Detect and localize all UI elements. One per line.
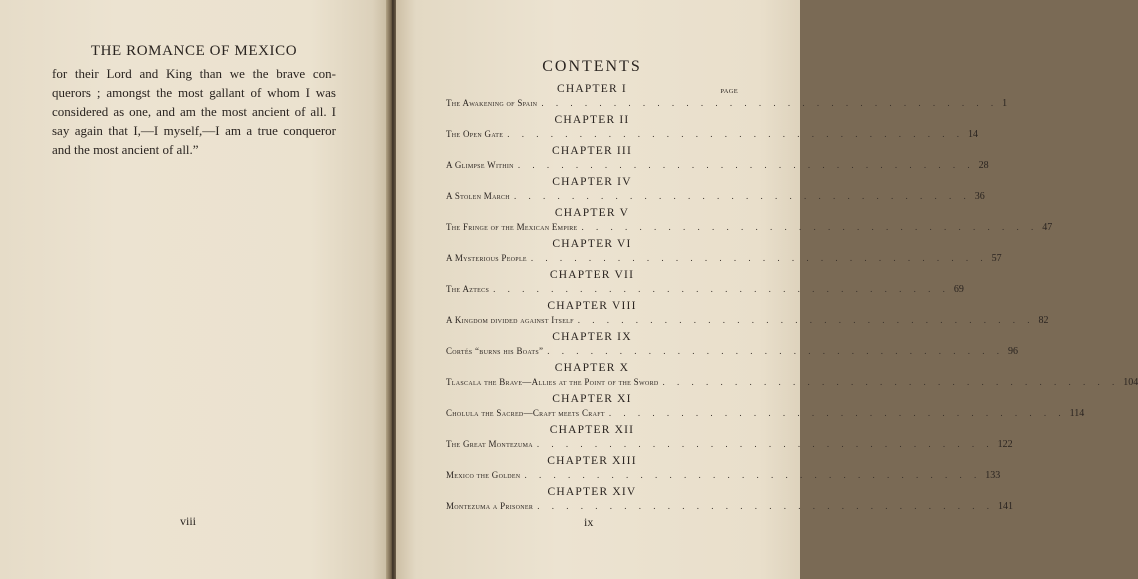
chapter-page-number: 14 — [967, 129, 978, 140]
chapter-title: Tlascala the Brave—Allies at the Point of the Sword — [446, 377, 659, 387]
dot-leader: . . . . . . . . . . . . . . . . . . . . . . . . . . . . . . . . — [513, 191, 971, 201]
dot-leader: . . . . . . . . . . . . . . . . . . . . . . . . . . . . . . . . — [530, 253, 988, 263]
toc-entry — [446, 82, 1008, 113]
dot-leader: . . . . . . . . . . . . . . . . . . . . . . . . . . . . . . . . — [662, 377, 1120, 387]
toc-entry — [446, 206, 1053, 237]
toc-entry — [446, 423, 1013, 454]
page-column-label: PAGE — [720, 88, 738, 95]
toc-entry — [446, 113, 978, 144]
chapter-page-number: 47 — [1042, 222, 1053, 233]
chapter-page-number: 114 — [1069, 408, 1085, 419]
chapter-heading: CHAPTER III — [552, 145, 632, 157]
toc-entry — [446, 237, 1002, 268]
dot-leader: . . . . . . . . . . . . . . . . . . . . . . . . . . . . . . . . — [493, 284, 950, 294]
chapter-title: The Great Montezuma — [446, 439, 533, 449]
chapter-heading: CHAPTER XIII — [547, 455, 637, 467]
chapter-heading: CHAPTER II — [554, 114, 630, 126]
chapter-page-number: 96 — [1008, 346, 1019, 357]
chapter-line — [446, 158, 989, 173]
running-head: THE ROMANCE OF MEXICO — [90, 43, 298, 59]
page-number-right: ix — [584, 515, 594, 529]
chapter-page-number: 1 — [1002, 98, 1008, 109]
chapter-line — [446, 127, 978, 142]
toc-entry — [446, 392, 1085, 423]
toc-entry — [446, 454, 1001, 485]
toc-entry — [446, 485, 1013, 516]
chapter-heading: CHAPTER XIV — [547, 486, 637, 498]
chapter-heading: CHAPTER I — [557, 83, 627, 95]
chapter-page-number: 122 — [997, 439, 1013, 450]
toc-entry — [446, 144, 989, 175]
chapter-heading: CHAPTER V — [554, 207, 630, 219]
dot-leader: . . . . . . . . . . . . . . . . . . . . . . . . . . . . . . . . — [517, 160, 975, 170]
chapter-line — [446, 96, 1008, 111]
chapter-page-number: 141 — [997, 501, 1013, 512]
chapter-line — [446, 220, 1053, 235]
chapter-page-number: 104 — [1123, 377, 1138, 388]
chapter-line — [446, 499, 1013, 514]
dot-leader: . . . . . . . . . . . . . . . . . . . . . . . . . . . . . . . . — [608, 408, 1066, 418]
table-of-contents — [446, 82, 1138, 516]
text-line: and the most ancient of all.” — [52, 142, 199, 157]
toc-entry — [446, 268, 964, 299]
chapter-line — [446, 344, 1019, 359]
text-line: querors ; amongst the most gallant of whom I was — [52, 85, 336, 100]
chapter-title: A Glimpse Within — [446, 160, 514, 170]
dot-leader: . . . . . . . . . . . . . . . . . . . . . . . . . . . . . . . . — [507, 129, 964, 139]
chapter-line — [446, 406, 1085, 421]
chapter-title: The Open Gate — [446, 129, 504, 139]
contents-title: CONTENTS — [542, 58, 642, 75]
chapter-line — [446, 313, 1049, 328]
text-line: say again that I,—I myself,—I am a true conqueror — [52, 123, 336, 138]
chapter-title: A Kingdom divided against Itself — [446, 315, 574, 325]
dot-leader: . . . . . . . . . . . . . . . . . . . . . . . . . . . . . . . . — [537, 501, 994, 511]
chapter-page-number: 69 — [953, 284, 964, 295]
chapter-page-number: 57 — [991, 253, 1002, 264]
toc-entry — [446, 361, 1138, 392]
chapter-line — [446, 189, 985, 204]
chapter-page-number: 82 — [1038, 315, 1049, 326]
chapter-heading: CHAPTER IX — [552, 331, 632, 343]
dot-leader: . . . . . . . . . . . . . . . . . . . . . . . . . . . . . . . . — [577, 315, 1035, 325]
chapter-title: A Mysterious People — [446, 253, 527, 263]
chapter-heading: CHAPTER XI — [552, 393, 632, 405]
chapter-heading: CHAPTER VII — [549, 269, 635, 281]
chapter-title: The Awakening of Spain — [446, 98, 538, 108]
chapter-page-number: 28 — [978, 160, 989, 171]
text-line: considered as one, and am the most ancient of all. I — [52, 104, 336, 119]
toc-entry — [446, 330, 1019, 361]
toc-entry — [446, 299, 1049, 330]
dot-leader: . . . . . . . . . . . . . . . . . . . . . . . . . . . . . . . . — [547, 346, 1005, 356]
body-text — [52, 64, 336, 159]
dot-leader: . . . . . . . . . . . . . . . . . . . . . . . . . . . . . . . . — [541, 98, 999, 108]
chapter-title: The Aztecs — [446, 284, 490, 294]
chapter-title: Cortés “burns his Boats” — [446, 346, 544, 356]
dot-leader: . . . . . . . . . . . . . . . . . . . . . . . . . . . . . . . . — [581, 222, 1039, 232]
page-number-left: viii — [180, 514, 197, 528]
chapter-title: Cholula the Sacred—Craft meets Craft — [446, 408, 605, 418]
chapter-heading: CHAPTER VIII — [547, 300, 637, 312]
chapter-page-number: 133 — [985, 470, 1001, 481]
left-page — [0, 0, 388, 579]
text-line: for their Lord and King than we the brave con- — [52, 66, 336, 81]
chapter-line — [446, 375, 1138, 390]
chapter-title: Montezuma a Prisoner — [446, 501, 534, 511]
chapter-title: A Stolen March — [446, 191, 510, 201]
chapter-heading: CHAPTER IV — [552, 176, 632, 188]
chapter-title: The Fringe of the Mexican Empire — [446, 222, 578, 232]
toc-entry — [446, 175, 985, 206]
chapter-heading: CHAPTER XII — [549, 424, 635, 436]
chapter-line — [446, 437, 1013, 452]
dot-leader: . . . . . . . . . . . . . . . . . . . . . . . . . . . . . . . . — [536, 439, 994, 449]
chapter-heading: CHAPTER VI — [552, 238, 632, 250]
chapter-line — [446, 251, 1002, 266]
dot-leader: . . . . . . . . . . . . . . . . . . . . . . . . . . . . . . . . — [524, 470, 982, 480]
chapter-line — [446, 282, 964, 297]
chapter-heading: CHAPTER X — [554, 362, 630, 374]
chapter-page-number: 36 — [974, 191, 985, 202]
chapter-title: Mexico the Golden — [446, 470, 521, 480]
chapter-line — [446, 468, 1001, 483]
